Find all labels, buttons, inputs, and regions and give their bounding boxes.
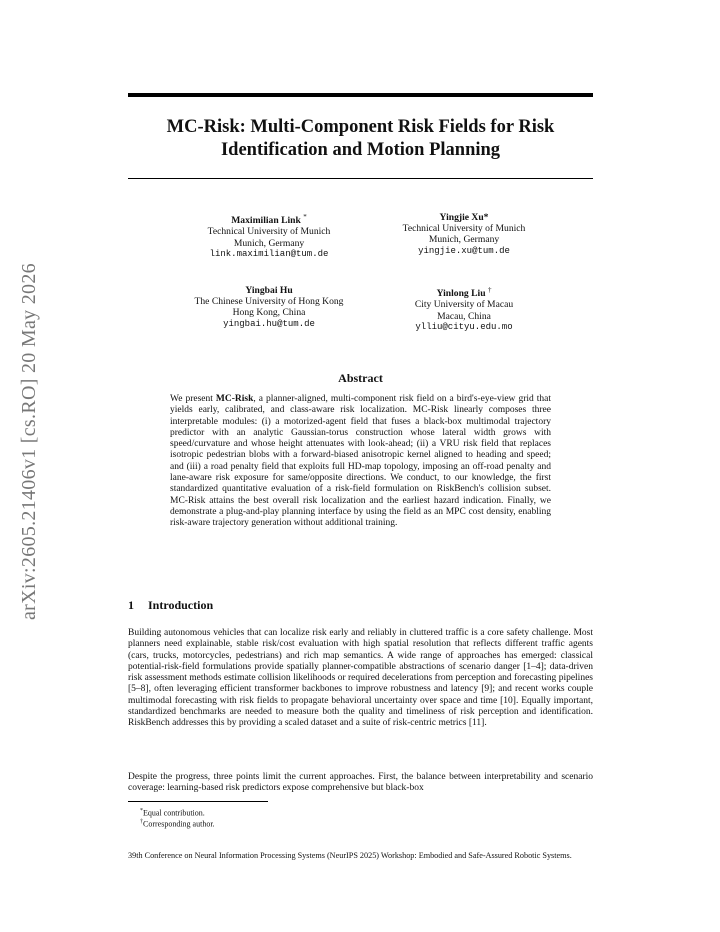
- author-name: Yingjie Xu*: [439, 212, 489, 223]
- author-block-2: [354, 212, 574, 257]
- intro-paragraph-2: Despite the progress, three points limit the current approaches. First, the balance between interpretability and scenario coverage: learning-based risk predictors expose comprehensive but black-box: [128, 772, 593, 794]
- footnote-mark: *: [140, 808, 143, 814]
- author-affiliation: Technical University of Munich: [402, 223, 526, 235]
- abstract-method-name: MC-Risk: [215, 394, 254, 404]
- venue-note: 39th Conference on Neural Information Processing Systems (NeurIPS 2025) Workshop: Embodied and Safe-Assured Robotic Systems.: [128, 851, 572, 860]
- abstract-lead: We present: [170, 394, 216, 404]
- section-heading-introduction: [128, 598, 213, 613]
- section-title: Introduction: [148, 598, 214, 612]
- footnote-2: [140, 817, 215, 830]
- author-location: Hong Kong, China: [232, 307, 306, 319]
- title-line-2: Identification and Motion Planning: [220, 140, 501, 160]
- author-name: Yingbai Hu: [245, 285, 293, 296]
- author-mark: †: [487, 286, 492, 294]
- abstract-text: , a planner-aligned, multi-component risk field on a bird's-eye-view grid that yields early, calibrated, and class-aware risk localization. MC-Risk linearly composes three interpretable modules: (i) a motorized-agent field that fuses a black-box multimodal trajectory predictor with an analytic Gaussian-torus construction whose lateral width grows with speed/curvature and whose height attenuates with look-ahead; (ii) a VRU risk field that replaces isotropic pedestrian blobs with a forward-biased anisotropic kernel aligned to heading and speed; and (iii) a road penalty field that exploits full HD-map topology, imposing an off-road penalty and lane-aware risk exposure for same/opposite directions. We conduct, to our knowledge, the first standardized quantitative evaluation of a risk-field formulation on RiskBench's collision subset. MC-Risk attains the best overall risk localization and the earliest hazard indication. Finally, we demonstrate a plug-and-play planning interface by using the field as an MPC cost density, enabling risk-aware trajectory generation without additional training.: [170, 394, 552, 529]
- abstract-heading: Abstract: [338, 371, 383, 385]
- intro-paragraph-1: Building autonomous vehicles that can localize risk early and reliably in cluttered traffic is a core safety challenge. Most planners need explainable, stable risk/cost evaluation with high spatial resolution that reflects different traffic agents (cars, trucks, motorcycles, pedestrians) and rich map semantics. A wide range of approaches has emerged: classical potential-risk-field formulations provide spatially planner-compatible abstractions of scenario danger [1–4]; data-driven risk assessment methods estimate collision likelihoods or required decelerations from perception and forecasting pipelines [5–8], often leveraging efficient transformer backbones to improve robustness and latency [9]; and recent works couple multimodal forecasting with risk fields to propagate behavioral uncertainty over space and time [10]. Equally important, standardized benchmarks are needed to measure both the quality and timeliness of risk perception and identification. RiskBench addresses this by providing a scaled dataset and a suite of risk-centric metrics [11].: [128, 628, 593, 729]
- author-affiliation: The Chinese University of Hong Kong: [194, 296, 344, 308]
- author-affiliation: Technical University of Munich: [207, 226, 331, 238]
- author-block-4: [354, 285, 574, 333]
- title-top-rule: [128, 93, 593, 97]
- title-bottom-rule: [128, 178, 593, 179]
- author-name: Yinlong Liu: [436, 288, 486, 300]
- footnote-text: Equal contribution.: [143, 808, 205, 818]
- author-name: Maximilian Link: [231, 215, 301, 227]
- title-line-1: MC-Risk: Multi-Component Risk Fields for Risk: [166, 117, 555, 137]
- section-number: 1: [128, 598, 134, 612]
- author-location: Macau, China: [437, 310, 491, 322]
- author-email[interactable]: link.maximilian@tum.de: [209, 248, 329, 259]
- footnote-mark: †: [140, 819, 143, 825]
- author-email[interactable]: yingjie.xu@tum.de: [418, 245, 510, 256]
- author-affiliation: City University of Macau: [414, 299, 514, 311]
- arxiv-stamp: arXiv:2605.21406v1 [cs.RO] 20 May 2026: [18, 263, 40, 620]
- footnote-text: Corresponding author.: [143, 819, 215, 829]
- author-email[interactable]: ylliu@cityu.edu.mo: [415, 321, 513, 332]
- author-location: Munich, Germany: [233, 237, 305, 249]
- author-block-3: [159, 285, 379, 330]
- author-location: Munich, Germany: [428, 234, 500, 246]
- author-block-1: [159, 212, 379, 260]
- author-email[interactable]: yingbai.hu@tum.de: [223, 318, 315, 329]
- author-mark: *: [303, 213, 307, 221]
- paper-title: [128, 116, 593, 162]
- footnote-rule: [128, 801, 268, 802]
- abstract-body: [170, 394, 551, 530]
